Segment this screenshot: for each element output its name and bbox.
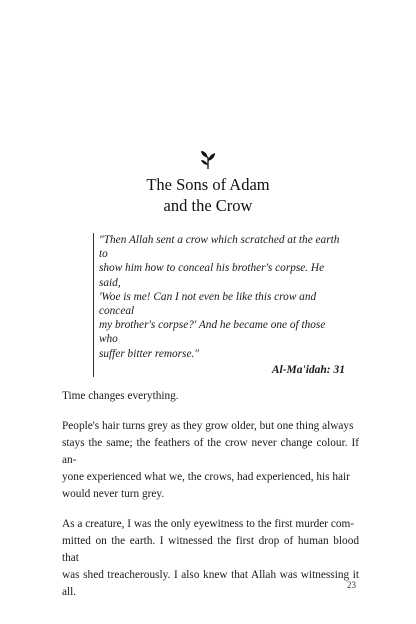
chapter-title-line-2: and the Crow	[163, 196, 253, 215]
chapter-ornament	[0, 150, 416, 172]
epigraph-reference: Al-Ma'idah: 31	[271, 363, 345, 376]
paragraph-line: stays the same; the feathers of the crow never change colour. If an-	[62, 437, 359, 466]
paragraph-line: mitted on the earth. I witnessed the first drop of human blood that	[62, 535, 359, 564]
chapter-title-line-1: The Sons of Adam	[146, 175, 270, 194]
epigraph-line: 'Woe is me! Can I not even be like this crow and conceal	[99, 290, 317, 318]
paragraph-line: Time changes everything.	[62, 390, 179, 402]
epigraph-line: suffer bitter remorse."	[99, 347, 200, 360]
body-text	[62, 388, 359, 614]
paragraph-line: would never turn grey.	[62, 488, 165, 500]
epigraph-line: my brother's corpse?' And he became one of those who	[99, 319, 326, 346]
epigraph-line: show him how to conceal his brother's corpse. He said,	[99, 262, 325, 289]
chapter-title	[0, 174, 416, 216]
paragraph-1	[62, 388, 359, 405]
paragraph-2	[62, 418, 359, 503]
leaf-sprig-icon	[199, 150, 217, 170]
paragraph-line: yone experienced what we, the crows, had experienced, his hair	[62, 471, 350, 483]
epigraph-line: "Then Allah sent a crow which scratched at the earth to	[99, 234, 340, 261]
page-number: 23	[347, 580, 356, 590]
paragraph-line: People's hair turns grey as they grow older, but one thing always	[62, 420, 354, 432]
paragraph-line: As a creature, I was the only eyewitness to the first murder com-	[62, 518, 355, 530]
epigraph-text	[99, 233, 345, 361]
paragraph-line: was shed treacherously. I also knew that Allah was witnessing it all.	[62, 569, 359, 598]
paragraph-3	[62, 516, 359, 601]
epigraph-block	[93, 233, 345, 377]
